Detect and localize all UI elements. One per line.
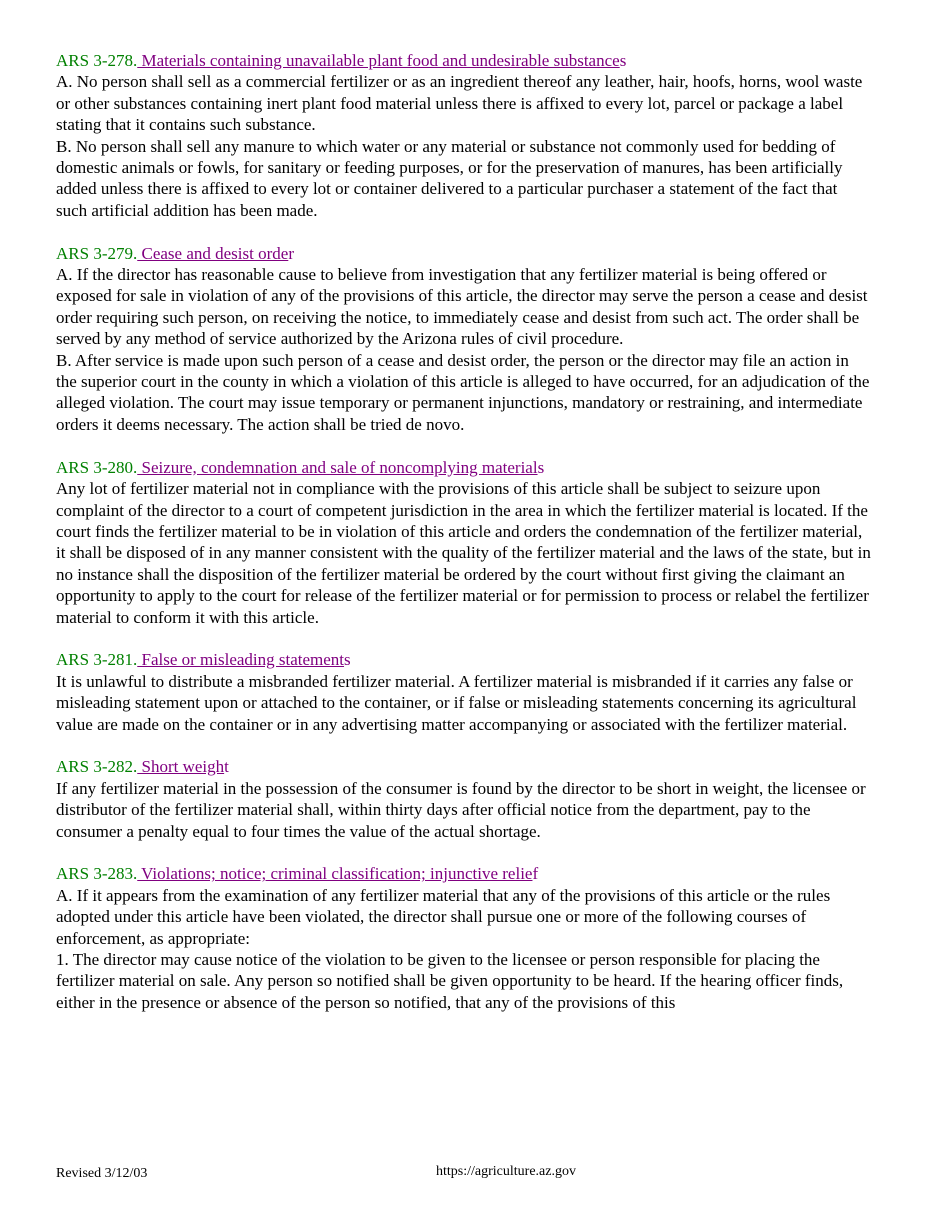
footer-url: https://agriculture.az.gov <box>436 1164 576 1179</box>
section-number: ARS 3-281. <box>56 650 138 670</box>
section-title-link[interactable]: False or misleading statement <box>137 650 345 670</box>
section-ars-3-279 <box>56 243 871 436</box>
section-number: ARS 3-283. <box>56 864 138 884</box>
section-paragraph: If any fertilizer material in the possession of the consumer is found by the director to be short in weight, the licensee or distributor of the fertilizer material shall, within thirty days after official notice from the department, pay to the consumer a penalty equal to four times the value of the actual shortage. <box>56 778 866 841</box>
section-ars-3-281 <box>56 649 871 735</box>
section-number: ARS 3-282. <box>56 757 138 777</box>
section-title-tail: r <box>288 243 294 263</box>
section-heading <box>56 756 871 777</box>
document-body <box>56 50 871 1035</box>
section-number: ARS 3-279. <box>56 243 138 263</box>
section-ars-3-282 <box>56 756 871 842</box>
section-title-tail: s <box>344 650 351 670</box>
section-ars-3-283 <box>56 863 871 1013</box>
section-heading <box>56 649 871 670</box>
section-paragraph: B. After service is made upon such person of a cease and desist order, the person or the director may file an action in the superior court in the county in which a violation of this article is alleged to have occurred, for an adjudication of the alleged violation. The court may issue temporary or permanent injunctions, mandatory or restraining, and intermediate orders it deems necessary. The action shall be tried de novo. <box>56 350 870 434</box>
section-title-tail: t <box>224 757 229 777</box>
section-title-link[interactable]: Violations; notice; criminal classification; injunctive relie <box>137 864 533 884</box>
section-heading <box>56 243 871 264</box>
section-number: ARS 3-280. <box>56 457 138 477</box>
section-title-link[interactable]: Short weigh <box>137 757 225 777</box>
section-number: ARS 3-278. <box>56 51 138 70</box>
section-paragraph: A. If it appears from the examination of any fertilizer material that any of the provisions of this article or the rules adopted under this article have been violated, the director shall pursue one or more of the following courses of enforcement, as appropriate: <box>56 885 831 948</box>
section-ars-3-278 <box>56 50 871 221</box>
section-heading <box>56 863 871 884</box>
section-title-link[interactable]: Cease and desist orde <box>137 243 289 263</box>
footer-revised-date: Revised 3/12/03 <box>56 1166 148 1181</box>
section-paragraph: A. If the director has reasonable cause to believe from investigation that any fertilizer material is being offered or exposed for sale in violation of any of the provisions of this article, the director may serve the person a cease and desist order requiring such person, on receiving the notice, to immediately cease and desist from such act. The order shall be served by any method of service authorized by the Arizona rules of civil procedure. <box>56 265 868 349</box>
section-paragraph: A. No person shall sell as a commercial fertilizer or as an ingredient thereof any leather, hair, hoofs, horns, wool waste or other substances containing inert plant food material unless there is affixed to every lot, parcel or package a label stating that it contains such substance. <box>56 72 863 135</box>
section-title-tail: s <box>537 457 545 477</box>
section-heading <box>56 50 871 71</box>
section-title-link[interactable]: Seizure, condemnation and sale of noncomplying material <box>137 457 538 477</box>
section-paragraph: Any lot of fertilizer material not in compliance with the provisions of this article shall be subject to seizure upon complaint of the director to a court of competent jurisdiction in the area in which the fertilizer material is located. If the court finds the fertilizer material to be in violation of this article and orders the condemnation of the fertilizer material, it shall be disposed of in any manner consistent with the quality of the fertilizer material and the laws of the state, but in no instance shall the disposition of the fertilizer material be ordered by the court without first giving the claimant an opportunity to apply to the court for release of the fertilizer material or for permission to process or relabel the fertilizer material to conform it with this article. <box>56 479 871 627</box>
section-title-link[interactable]: Materials containing unavailable plant food and undesirable substance <box>137 51 620 70</box>
section-paragraph: It is unlawful to distribute a misbranded fertilizer material. A fertilizer material is misbranded if it carries any false or misleading statement upon or attached to the container, or if false or misleading statements concerning its agricultural value are made on the container or in any advertising matter accompanying or associated with the fertilizer material. <box>56 671 857 734</box>
section-title-tail: f <box>532 864 539 884</box>
section-title-tail: s <box>619 51 627 70</box>
section-heading <box>56 457 871 478</box>
section-ars-3-280 <box>56 457 871 628</box>
section-paragraph: 1. The director may cause notice of the violation to be given to the licensee or person responsible for placing the fertilizer material on sale. Any person so notified shall be given opportunity to be heard. If the hearing officer finds, either in the presence or absence of the person so notified, that any of the provisions of this <box>56 949 844 1012</box>
section-paragraph: B. No person shall sell any manure to which water or any material or substance not commonly used for bedding of domestic animals or fowls, for sanitary or feeding purposes, or for the preservation of manures, has been artificially added unless there is affixed to every lot or container delivered to a particular purchaser a statement of the fact that such artificial addition has been made. <box>56 136 843 220</box>
